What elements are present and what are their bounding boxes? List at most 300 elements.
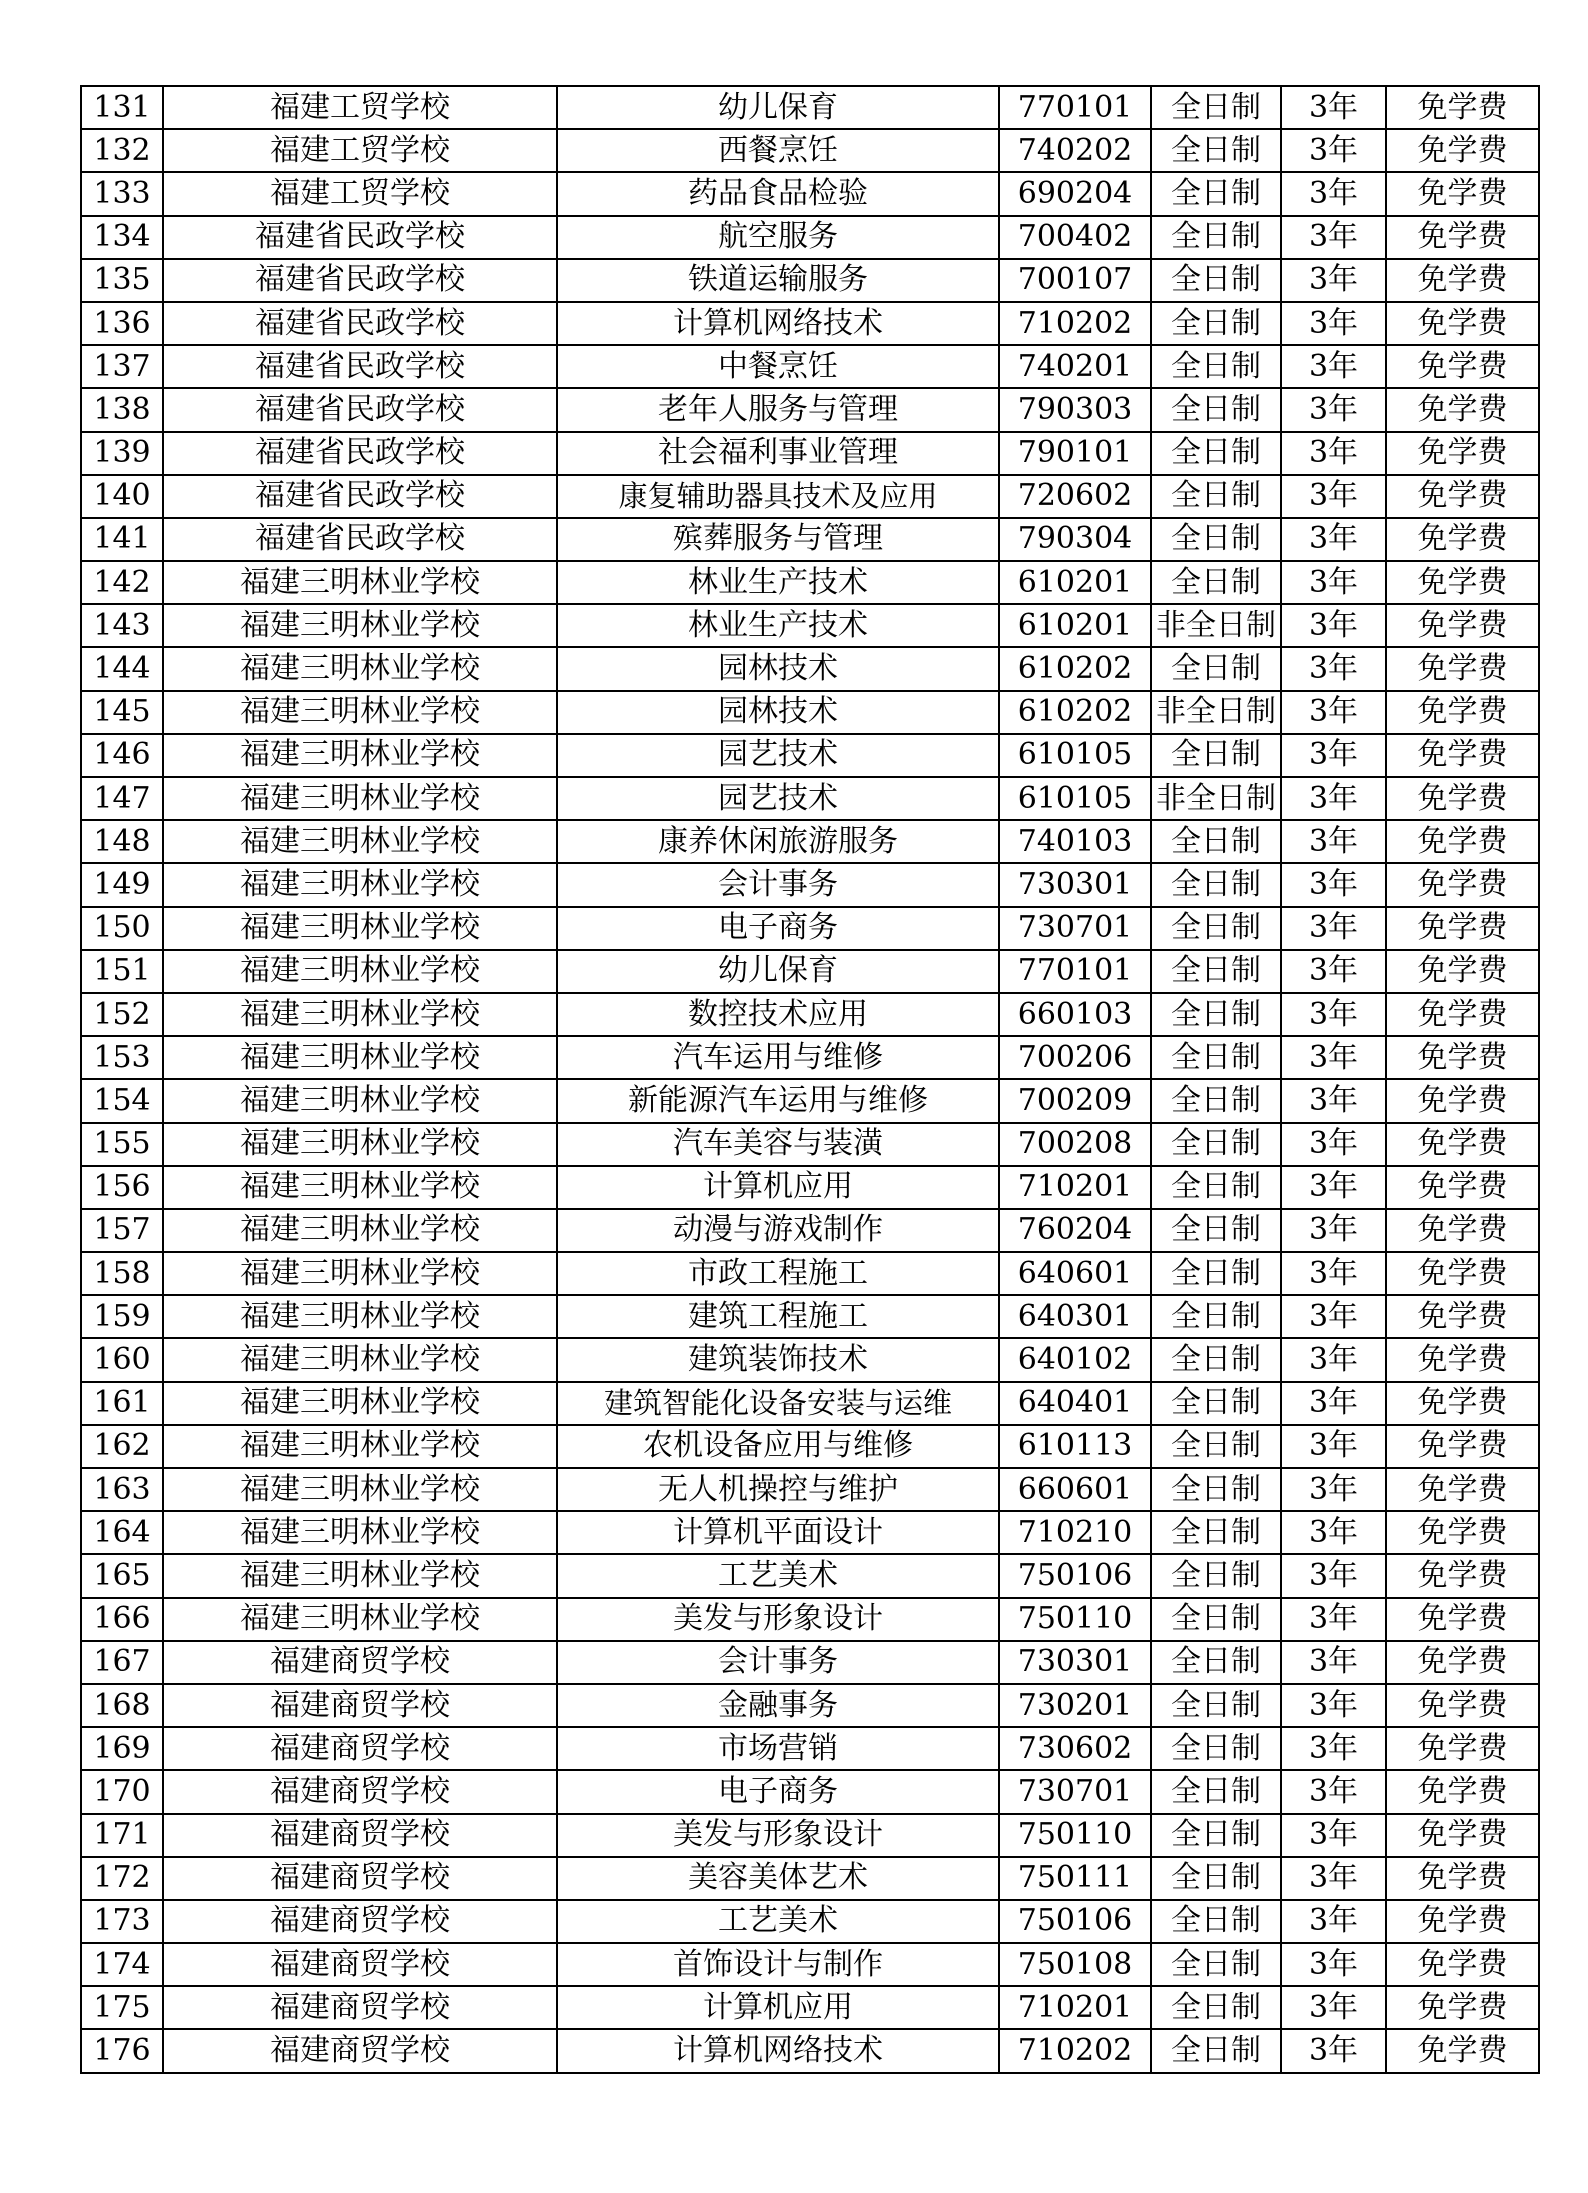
cell-tuition: 免学费 — [1386, 388, 1539, 431]
table-row — [81, 1166, 1539, 1209]
cell-school-name: 福建三明林业学校 — [163, 993, 557, 1036]
cell-tuition: 免学费 — [1386, 86, 1539, 129]
cell-tuition: 免学费 — [1386, 259, 1539, 302]
cell-row-number: 138 — [81, 388, 163, 431]
cell-major-name: 电子商务 — [557, 1770, 999, 1813]
table-row — [81, 345, 1539, 388]
cell-row-number: 162 — [81, 1425, 163, 1468]
cell-tuition: 免学费 — [1386, 129, 1539, 172]
cell-row-number: 142 — [81, 561, 163, 604]
cell-duration: 3年 — [1281, 1900, 1386, 1943]
cell-major-name: 新能源汽车运用与维修 — [557, 1079, 999, 1122]
cell-duration: 3年 — [1281, 777, 1386, 820]
cell-study-mode: 全日制 — [1151, 1123, 1281, 1166]
cell-study-mode: 全日制 — [1151, 1641, 1281, 1684]
cell-row-number: 172 — [81, 1857, 163, 1900]
cell-study-mode: 非全日制 — [1151, 604, 1281, 647]
cell-study-mode: 全日制 — [1151, 432, 1281, 475]
cell-row-number: 156 — [81, 1166, 163, 1209]
cell-tuition: 免学费 — [1386, 561, 1539, 604]
table-row — [81, 734, 1539, 777]
table-row — [81, 1857, 1539, 1900]
cell-major-code: 710201 — [999, 1986, 1151, 2029]
cell-row-number: 167 — [81, 1641, 163, 1684]
cell-tuition: 免学费 — [1386, 777, 1539, 820]
cell-study-mode: 全日制 — [1151, 1943, 1281, 1986]
cell-school-name: 福建商贸学校 — [163, 1770, 557, 1813]
cell-tuition: 免学费 — [1386, 647, 1539, 690]
cell-major-code: 790304 — [999, 518, 1151, 561]
cell-study-mode: 全日制 — [1151, 647, 1281, 690]
cell-study-mode: 全日制 — [1151, 1598, 1281, 1641]
table-row — [81, 172, 1539, 215]
cell-major-code: 790303 — [999, 388, 1151, 431]
cell-major-name: 幼儿保育 — [557, 950, 999, 993]
cell-major-code: 710202 — [999, 2029, 1151, 2072]
cell-major-name: 西餐烹饪 — [557, 129, 999, 172]
cell-major-name: 园林技术 — [557, 647, 999, 690]
cell-duration: 3年 — [1281, 259, 1386, 302]
cell-major-name: 老年人服务与管理 — [557, 388, 999, 431]
table-row — [81, 1425, 1539, 1468]
cell-study-mode: 全日制 — [1151, 129, 1281, 172]
cell-major-name: 计算机应用 — [557, 1986, 999, 2029]
cell-row-number: 135 — [81, 259, 163, 302]
cell-duration: 3年 — [1281, 1684, 1386, 1727]
table-row — [81, 259, 1539, 302]
table-body — [81, 86, 1539, 2073]
cell-school-name: 福建三明林业学校 — [163, 777, 557, 820]
cell-school-name: 福建省民政学校 — [163, 518, 557, 561]
cell-row-number: 175 — [81, 1986, 163, 2029]
table-row — [81, 1641, 1539, 1684]
cell-tuition: 免学费 — [1386, 1295, 1539, 1338]
cell-major-code: 610201 — [999, 561, 1151, 604]
cell-study-mode: 全日制 — [1151, 734, 1281, 777]
cell-duration: 3年 — [1281, 1123, 1386, 1166]
cell-school-name: 福建商贸学校 — [163, 1857, 557, 1900]
cell-duration: 3年 — [1281, 647, 1386, 690]
cell-study-mode: 全日制 — [1151, 475, 1281, 518]
cell-major-name: 电子商务 — [557, 907, 999, 950]
cell-major-code: 760204 — [999, 1209, 1151, 1252]
cell-major-code: 720602 — [999, 475, 1151, 518]
cell-row-number: 158 — [81, 1252, 163, 1295]
cell-study-mode: 全日制 — [1151, 1684, 1281, 1727]
cell-major-code: 710201 — [999, 1166, 1151, 1209]
cell-tuition: 免学费 — [1386, 1943, 1539, 1986]
cell-school-name: 福建三明林业学校 — [163, 691, 557, 734]
cell-school-name: 福建三明林业学校 — [163, 950, 557, 993]
table-row — [81, 1554, 1539, 1597]
cell-school-name: 福建三明林业学校 — [163, 604, 557, 647]
cell-row-number: 133 — [81, 172, 163, 215]
cell-duration: 3年 — [1281, 863, 1386, 906]
cell-row-number: 161 — [81, 1382, 163, 1425]
cell-duration: 3年 — [1281, 1554, 1386, 1597]
cell-major-code: 770101 — [999, 950, 1151, 993]
cell-tuition: 免学费 — [1386, 302, 1539, 345]
cell-school-name: 福建三明林业学校 — [163, 1209, 557, 1252]
cell-tuition: 免学费 — [1386, 216, 1539, 259]
cell-study-mode: 全日制 — [1151, 1857, 1281, 1900]
cell-major-code: 730201 — [999, 1684, 1151, 1727]
cell-tuition: 免学费 — [1386, 1511, 1539, 1554]
cell-row-number: 148 — [81, 820, 163, 863]
cell-duration: 3年 — [1281, 1943, 1386, 1986]
cell-school-name: 福建三明林业学校 — [163, 1295, 557, 1338]
cell-major-code: 730301 — [999, 1641, 1151, 1684]
cell-school-name: 福建商贸学校 — [163, 1814, 557, 1857]
cell-major-code: 610105 — [999, 777, 1151, 820]
cell-duration: 3年 — [1281, 388, 1386, 431]
cell-study-mode: 全日制 — [1151, 1511, 1281, 1554]
cell-major-code: 700208 — [999, 1123, 1151, 1166]
cell-study-mode: 全日制 — [1151, 216, 1281, 259]
cell-duration: 3年 — [1281, 302, 1386, 345]
table-row — [81, 863, 1539, 906]
cell-duration: 3年 — [1281, 1166, 1386, 1209]
cell-tuition: 免学费 — [1386, 1684, 1539, 1727]
cell-major-name: 康养休闲旅游服务 — [557, 820, 999, 863]
cell-major-name: 建筑装饰技术 — [557, 1338, 999, 1381]
cell-row-number: 176 — [81, 2029, 163, 2072]
cell-row-number: 159 — [81, 1295, 163, 1338]
cell-school-name: 福建三明林业学校 — [163, 1598, 557, 1641]
cell-row-number: 152 — [81, 993, 163, 1036]
table-row — [81, 1814, 1539, 1857]
cell-tuition: 免学费 — [1386, 1036, 1539, 1079]
cell-duration: 3年 — [1281, 907, 1386, 950]
cell-duration: 3年 — [1281, 475, 1386, 518]
cell-duration: 3年 — [1281, 561, 1386, 604]
cell-school-name: 福建省民政学校 — [163, 475, 557, 518]
cell-row-number: 174 — [81, 1943, 163, 1986]
table-row — [81, 1511, 1539, 1554]
cell-row-number: 143 — [81, 604, 163, 647]
cell-school-name: 福建商贸学校 — [163, 1986, 557, 2029]
cell-major-name: 药品食品检验 — [557, 172, 999, 215]
cell-major-name: 金融事务 — [557, 1684, 999, 1727]
cell-tuition: 免学费 — [1386, 604, 1539, 647]
table-row — [81, 1123, 1539, 1166]
cell-duration: 3年 — [1281, 1209, 1386, 1252]
cell-school-name: 福建三明林业学校 — [163, 561, 557, 604]
cell-major-name: 市政工程施工 — [557, 1252, 999, 1295]
table-row — [81, 2029, 1539, 2072]
cell-major-code: 640301 — [999, 1295, 1151, 1338]
cell-major-code: 700402 — [999, 216, 1151, 259]
cell-major-name: 计算机应用 — [557, 1166, 999, 1209]
cell-duration: 3年 — [1281, 1252, 1386, 1295]
cell-school-name: 福建三明林业学校 — [163, 1425, 557, 1468]
cell-major-code: 730701 — [999, 907, 1151, 950]
table-row — [81, 1382, 1539, 1425]
table-row — [81, 475, 1539, 518]
cell-school-name: 福建商贸学校 — [163, 1641, 557, 1684]
cell-duration: 3年 — [1281, 1727, 1386, 1770]
cell-school-name: 福建三明林业学校 — [163, 863, 557, 906]
cell-duration: 3年 — [1281, 691, 1386, 734]
cell-row-number: 171 — [81, 1814, 163, 1857]
cell-row-number: 173 — [81, 1900, 163, 1943]
cell-major-code: 640102 — [999, 1338, 1151, 1381]
cell-row-number: 163 — [81, 1468, 163, 1511]
table-row — [81, 518, 1539, 561]
cell-study-mode: 全日制 — [1151, 1338, 1281, 1381]
table-row — [81, 647, 1539, 690]
cell-tuition: 免学费 — [1386, 1857, 1539, 1900]
cell-major-name: 农机设备应用与维修 — [557, 1425, 999, 1468]
cell-study-mode: 全日制 — [1151, 1770, 1281, 1813]
cell-major-name: 幼儿保育 — [557, 86, 999, 129]
cell-duration: 3年 — [1281, 1425, 1386, 1468]
cell-tuition: 免学费 — [1386, 820, 1539, 863]
cell-duration: 3年 — [1281, 2029, 1386, 2072]
cell-school-name: 福建三明林业学校 — [163, 1468, 557, 1511]
cell-major-code: 610105 — [999, 734, 1151, 777]
cell-school-name: 福建省民政学校 — [163, 345, 557, 388]
cell-tuition: 免学费 — [1386, 1641, 1539, 1684]
cell-row-number: 141 — [81, 518, 163, 561]
cell-major-name: 无人机操控与维护 — [557, 1468, 999, 1511]
cell-school-name: 福建三明林业学校 — [163, 1166, 557, 1209]
cell-school-name: 福建省民政学校 — [163, 388, 557, 431]
cell-school-name: 福建商贸学校 — [163, 1684, 557, 1727]
cell-major-name: 林业生产技术 — [557, 561, 999, 604]
cell-row-number: 136 — [81, 302, 163, 345]
cell-tuition: 免学费 — [1386, 432, 1539, 475]
cell-row-number: 155 — [81, 1123, 163, 1166]
cell-major-code: 740202 — [999, 129, 1151, 172]
cell-school-name: 福建三明林业学校 — [163, 907, 557, 950]
cell-school-name: 福建三明林业学校 — [163, 1123, 557, 1166]
cell-major-name: 建筑工程施工 — [557, 1295, 999, 1338]
cell-major-name: 计算机网络技术 — [557, 2029, 999, 2072]
cell-tuition: 免学费 — [1386, 1425, 1539, 1468]
cell-tuition: 免学费 — [1386, 518, 1539, 561]
cell-major-name: 康复辅助器具技术及应用 — [557, 475, 999, 518]
cell-major-code: 730701 — [999, 1770, 1151, 1813]
school-major-table — [80, 85, 1540, 2074]
cell-row-number: 144 — [81, 647, 163, 690]
cell-tuition: 免学费 — [1386, 1338, 1539, 1381]
cell-duration: 3年 — [1281, 1770, 1386, 1813]
cell-row-number: 169 — [81, 1727, 163, 1770]
cell-row-number: 150 — [81, 907, 163, 950]
cell-tuition: 免学费 — [1386, 1468, 1539, 1511]
cell-study-mode: 全日制 — [1151, 86, 1281, 129]
cell-tuition: 免学费 — [1386, 993, 1539, 1036]
cell-tuition: 免学费 — [1386, 1770, 1539, 1813]
cell-major-name: 会计事务 — [557, 863, 999, 906]
cell-duration: 3年 — [1281, 1986, 1386, 2029]
cell-major-code: 700209 — [999, 1079, 1151, 1122]
cell-major-code: 700206 — [999, 1036, 1151, 1079]
cell-major-code: 730602 — [999, 1727, 1151, 1770]
cell-row-number: 140 — [81, 475, 163, 518]
table-row — [81, 907, 1539, 950]
cell-duration: 3年 — [1281, 518, 1386, 561]
cell-major-code: 660103 — [999, 993, 1151, 1036]
cell-major-code: 740201 — [999, 345, 1151, 388]
table-row — [81, 777, 1539, 820]
cell-tuition: 免学费 — [1386, 1079, 1539, 1122]
cell-tuition: 免学费 — [1386, 1123, 1539, 1166]
cell-major-code: 750110 — [999, 1814, 1151, 1857]
cell-duration: 3年 — [1281, 172, 1386, 215]
cell-tuition: 免学费 — [1386, 1598, 1539, 1641]
cell-duration: 3年 — [1281, 1036, 1386, 1079]
cell-duration: 3年 — [1281, 129, 1386, 172]
cell-study-mode: 全日制 — [1151, 993, 1281, 1036]
cell-duration: 3年 — [1281, 1511, 1386, 1554]
cell-major-code: 640601 — [999, 1252, 1151, 1295]
cell-major-code: 610202 — [999, 691, 1151, 734]
cell-major-code: 660601 — [999, 1468, 1151, 1511]
cell-study-mode: 全日制 — [1151, 345, 1281, 388]
cell-duration: 3年 — [1281, 604, 1386, 647]
cell-major-name: 数控技术应用 — [557, 993, 999, 1036]
table-row — [81, 1209, 1539, 1252]
cell-major-code: 710202 — [999, 302, 1151, 345]
cell-major-name: 建筑智能化设备安装与运维 — [557, 1382, 999, 1425]
cell-tuition: 免学费 — [1386, 1166, 1539, 1209]
cell-row-number: 139 — [81, 432, 163, 475]
cell-study-mode: 非全日制 — [1151, 691, 1281, 734]
cell-row-number: 164 — [81, 1511, 163, 1554]
cell-major-name: 殡葬服务与管理 — [557, 518, 999, 561]
cell-study-mode: 全日制 — [1151, 1036, 1281, 1079]
cell-study-mode: 全日制 — [1151, 302, 1281, 345]
cell-tuition: 免学费 — [1386, 1209, 1539, 1252]
table-row — [81, 1079, 1539, 1122]
table-row — [81, 302, 1539, 345]
cell-study-mode: 全日制 — [1151, 1209, 1281, 1252]
cell-major-name: 汽车运用与维修 — [557, 1036, 999, 1079]
cell-major-code: 750106 — [999, 1554, 1151, 1597]
cell-duration: 3年 — [1281, 950, 1386, 993]
table-row — [81, 691, 1539, 734]
cell-duration: 3年 — [1281, 1468, 1386, 1511]
cell-major-name: 航空服务 — [557, 216, 999, 259]
cell-major-code: 640401 — [999, 1382, 1151, 1425]
cell-study-mode: 全日制 — [1151, 259, 1281, 302]
cell-study-mode: 全日制 — [1151, 1252, 1281, 1295]
cell-school-name: 福建商贸学校 — [163, 1900, 557, 1943]
cell-study-mode: 全日制 — [1151, 1079, 1281, 1122]
cell-tuition: 免学费 — [1386, 345, 1539, 388]
cell-study-mode: 全日制 — [1151, 1727, 1281, 1770]
cell-tuition: 免学费 — [1386, 907, 1539, 950]
cell-major-name: 美发与形象设计 — [557, 1598, 999, 1641]
cell-school-name: 福建省民政学校 — [163, 216, 557, 259]
cell-school-name: 福建三明林业学校 — [163, 1382, 557, 1425]
cell-row-number: 137 — [81, 345, 163, 388]
cell-major-code: 740103 — [999, 820, 1151, 863]
cell-duration: 3年 — [1281, 1598, 1386, 1641]
cell-duration: 3年 — [1281, 734, 1386, 777]
cell-row-number: 147 — [81, 777, 163, 820]
cell-major-name: 园艺技术 — [557, 777, 999, 820]
cell-row-number: 132 — [81, 129, 163, 172]
cell-tuition: 免学费 — [1386, 1814, 1539, 1857]
cell-tuition: 免学费 — [1386, 1382, 1539, 1425]
cell-row-number: 157 — [81, 1209, 163, 1252]
cell-tuition: 免学费 — [1386, 1554, 1539, 1597]
cell-row-number: 149 — [81, 863, 163, 906]
cell-study-mode: 全日制 — [1151, 388, 1281, 431]
cell-duration: 3年 — [1281, 1338, 1386, 1381]
cell-major-name: 园艺技术 — [557, 734, 999, 777]
cell-tuition: 免学费 — [1386, 1986, 1539, 2029]
cell-study-mode: 全日制 — [1151, 1295, 1281, 1338]
cell-major-code: 610113 — [999, 1425, 1151, 1468]
cell-major-code: 610202 — [999, 647, 1151, 690]
cell-school-name: 福建省民政学校 — [163, 432, 557, 475]
table-row — [81, 1295, 1539, 1338]
cell-study-mode: 全日制 — [1151, 561, 1281, 604]
cell-study-mode: 全日制 — [1151, 950, 1281, 993]
cell-school-name: 福建三明林业学校 — [163, 734, 557, 777]
cell-study-mode: 全日制 — [1151, 172, 1281, 215]
cell-major-name: 林业生产技术 — [557, 604, 999, 647]
cell-tuition: 免学费 — [1386, 863, 1539, 906]
cell-school-name: 福建三明林业学校 — [163, 647, 557, 690]
cell-tuition: 免学费 — [1386, 475, 1539, 518]
cell-major-name: 计算机平面设计 — [557, 1511, 999, 1554]
cell-study-mode: 全日制 — [1151, 2029, 1281, 2072]
cell-duration: 3年 — [1281, 1814, 1386, 1857]
table-row — [81, 1468, 1539, 1511]
cell-duration: 3年 — [1281, 86, 1386, 129]
cell-major-name: 会计事务 — [557, 1641, 999, 1684]
cell-school-name: 福建商贸学校 — [163, 2029, 557, 2072]
cell-major-name: 工艺美术 — [557, 1554, 999, 1597]
cell-school-name: 福建工贸学校 — [163, 86, 557, 129]
cell-school-name: 福建三明林业学校 — [163, 1079, 557, 1122]
cell-study-mode: 全日制 — [1151, 1554, 1281, 1597]
cell-study-mode: 全日制 — [1151, 1382, 1281, 1425]
table-row — [81, 1036, 1539, 1079]
cell-duration: 3年 — [1281, 993, 1386, 1036]
table-row — [81, 993, 1539, 1036]
cell-row-number: 145 — [81, 691, 163, 734]
cell-major-name: 铁道运输服务 — [557, 259, 999, 302]
cell-study-mode: 全日制 — [1151, 1900, 1281, 1943]
cell-study-mode: 全日制 — [1151, 820, 1281, 863]
table-row — [81, 216, 1539, 259]
cell-major-code: 690204 — [999, 172, 1151, 215]
cell-major-name: 园林技术 — [557, 691, 999, 734]
cell-tuition: 免学费 — [1386, 1900, 1539, 1943]
cell-major-code: 750106 — [999, 1900, 1151, 1943]
cell-major-name: 工艺美术 — [557, 1900, 999, 1943]
cell-row-number: 151 — [81, 950, 163, 993]
cell-duration: 3年 — [1281, 1382, 1386, 1425]
cell-duration: 3年 — [1281, 216, 1386, 259]
cell-major-name: 计算机网络技术 — [557, 302, 999, 345]
cell-row-number: 170 — [81, 1770, 163, 1813]
table-row — [81, 388, 1539, 431]
cell-school-name: 福建三明林业学校 — [163, 820, 557, 863]
cell-tuition: 免学费 — [1386, 1727, 1539, 1770]
cell-major-name: 美发与形象设计 — [557, 1814, 999, 1857]
table-row — [81, 1252, 1539, 1295]
cell-study-mode: 全日制 — [1151, 907, 1281, 950]
cell-school-name: 福建工贸学校 — [163, 172, 557, 215]
cell-row-number: 166 — [81, 1598, 163, 1641]
